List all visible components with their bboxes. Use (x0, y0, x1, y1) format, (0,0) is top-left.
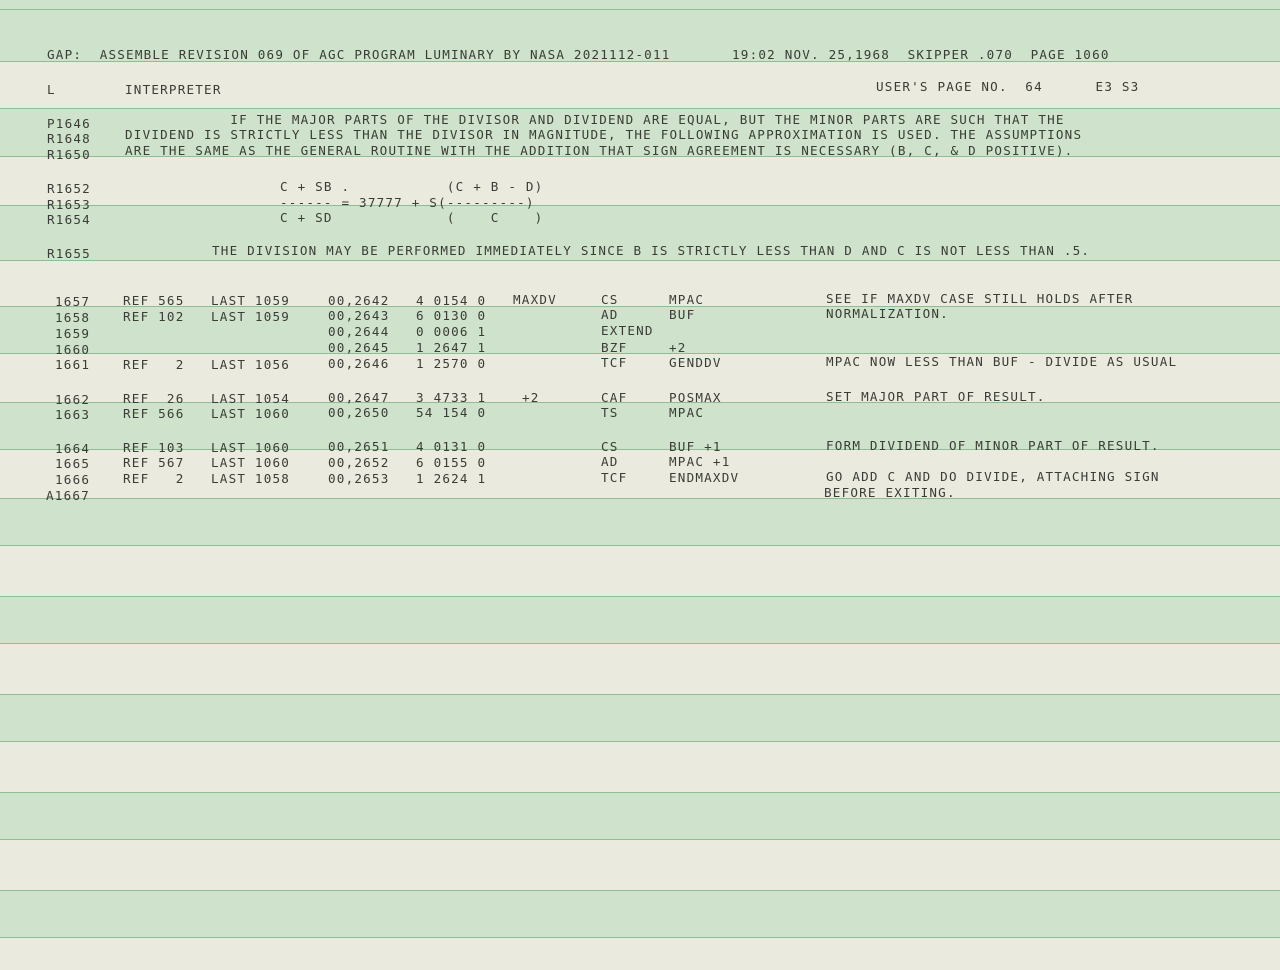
octal-word: 6 0155 0 (416, 455, 487, 470)
octal-word: 1 2624 1 (416, 471, 487, 486)
comment-line: IF THE MAJOR PARTS OF THE DIVISOR AND DIVIDEND ARE EQUAL, BUT THE MINOR PARTS ARE SUCH THAT THE (125, 112, 1065, 127)
formula-line: ------ = 37777 + S(---------) (280, 195, 535, 210)
ref-count: REF 2 (123, 357, 185, 372)
ref-count: REF 103 (123, 440, 185, 455)
rule-line (0, 545, 1280, 546)
paper-band (0, 694, 1280, 741)
rule-line (0, 596, 1280, 597)
opcode: AD (601, 307, 619, 322)
formula-line: C + SB . (C + B - D) (280, 179, 544, 194)
rule-line (0, 643, 1280, 644)
opcode: CS (601, 439, 619, 454)
ref-count: REF 26 (123, 391, 185, 406)
line-number: 1660 (55, 342, 91, 357)
line-number: 1665 (55, 456, 91, 471)
last-ref: LAST 1058 (211, 471, 291, 486)
code-comment: FORM DIVIDEND OF MINOR PART OF RESULT. (826, 438, 1160, 453)
formula-line: C + SD ( C ) (280, 210, 544, 225)
note-line: THE DIVISION MAY BE PERFORMED IMMEDIATELY SINCE B IS STRICTLY LESS THAN D AND C IS NOT LESS THAN .5. (212, 243, 1091, 258)
opcode: BZF (601, 340, 628, 355)
assembly-header: GAP: ASSEMBLE REVISION 069 OF AGC PROGRAM LUMINARY BY NASA 2021112-011 19:02 NOV. 25,1968 SKIPPER .070 PAGE 1060 (47, 47, 1110, 62)
opcode: TCF (601, 470, 628, 485)
line-number: 1663 (55, 407, 91, 422)
last-ref: LAST 1056 (211, 357, 291, 372)
card-number: P1646 (47, 116, 91, 131)
octal-word: 6 0130 0 (416, 308, 487, 323)
ref-count: REF 565 (123, 293, 185, 308)
opcode: TCF (601, 355, 628, 370)
opcode: EXTEND (601, 323, 654, 338)
operand: MPAC (669, 405, 705, 420)
octal-word: 1 2647 1 (416, 340, 487, 355)
operand: POSMAX (669, 390, 722, 405)
octal-word: 54 154 0 (416, 405, 487, 420)
code-comment: MPAC NOW LESS THAN BUF - DIVIDE AS USUAL (826, 354, 1178, 369)
code-comment: NORMALIZATION. (826, 306, 949, 321)
last-ref: LAST 1060 (211, 440, 291, 455)
address: 00,2643 (328, 308, 390, 323)
opcode: CS (601, 292, 619, 307)
address: 00,2652 (328, 455, 390, 470)
last-ref: LAST 1060 (211, 406, 291, 421)
operand: BUF (669, 307, 696, 322)
address: 00,2642 (328, 293, 390, 308)
paper-band (0, 498, 1280, 545)
card-number: R1653 (47, 197, 91, 212)
code-comment: SEE IF MAXDV CASE STILL HOLDS AFTER (826, 291, 1134, 306)
octal-word: 4 0131 0 (416, 439, 487, 454)
opcode: TS (601, 405, 619, 420)
rule-line (0, 9, 1280, 10)
card-number: R1648 (47, 131, 91, 146)
code-comment: SET MAJOR PART OF RESULT. (826, 389, 1046, 404)
operand: BUF +1 (669, 439, 722, 454)
opcode: CAF (601, 390, 628, 405)
rule-line (0, 260, 1280, 261)
code-comment: GO ADD C AND DO DIVIDE, ATTACHING SIGN (826, 469, 1160, 484)
octal-word: 1 2570 0 (416, 356, 487, 371)
comment-line: ARE THE SAME AS THE GENERAL ROUTINE WITH THE ADDITION THAT SIGN AGREEMENT IS NECESSARY (B, C, & D POSITIVE). (125, 143, 1074, 158)
log-section-title: INTERPRETER (125, 82, 222, 97)
rule-line (0, 792, 1280, 793)
line-number: 1666 (55, 472, 91, 487)
rule-line (0, 108, 1280, 109)
card-number: R1650 (47, 147, 91, 162)
operand: GENDDV (669, 355, 722, 370)
card-number: R1652 (47, 181, 91, 196)
address: 00,2645 (328, 340, 390, 355)
code-comment: BEFORE EXITING. (824, 485, 956, 500)
operand: ENDMAXDV (669, 470, 740, 485)
users-page-number: USER'S PAGE NO. 64 E3 S3 (876, 79, 1140, 94)
address: 00,2650 (328, 405, 390, 420)
line-number: 1657 (55, 294, 91, 309)
comment-line: DIVIDEND IS STRICTLY LESS THAN THE DIVISOR IN MAGNITUDE, THE FOLLOWING APPROXIMATION IS USED. THE ASSUMPTIONS (125, 127, 1083, 142)
ref-count: REF 2 (123, 471, 185, 486)
operand: +2 (669, 340, 687, 355)
rule-line (0, 306, 1280, 307)
octal-word: 0 0006 1 (416, 324, 487, 339)
line-number: 1661 (55, 357, 91, 372)
last-ref: LAST 1060 (211, 455, 291, 470)
address: 00,2651 (328, 439, 390, 454)
ref-count: REF 102 (123, 309, 185, 324)
line-number: 1662 (55, 392, 91, 407)
rule-line (0, 937, 1280, 938)
line-number: A1667 (46, 488, 90, 503)
paper-band (0, 596, 1280, 643)
octal-word: 4 0154 0 (416, 293, 487, 308)
operand: MPAC (669, 292, 705, 307)
line-number: 1659 (55, 326, 91, 341)
card-number: R1654 (47, 212, 91, 227)
address: 00,2646 (328, 356, 390, 371)
operand: MPAC +1 (669, 454, 731, 469)
rule-line (0, 205, 1280, 206)
last-ref: LAST 1054 (211, 391, 291, 406)
line-number: 1664 (55, 441, 91, 456)
rule-line (0, 890, 1280, 891)
address: 00,2647 (328, 390, 390, 405)
last-ref: LAST 1059 (211, 309, 291, 324)
rule-line (0, 741, 1280, 742)
ref-count: REF 567 (123, 455, 185, 470)
address: 00,2644 (328, 324, 390, 339)
opcode: AD (601, 454, 619, 469)
paper-band (0, 792, 1280, 839)
rule-line (0, 498, 1280, 499)
address: 00,2653 (328, 471, 390, 486)
last-ref: LAST 1059 (211, 293, 291, 308)
log-section-marker: L (47, 82, 56, 97)
octal-word: 3 4733 1 (416, 390, 487, 405)
label: MAXDV (513, 292, 557, 307)
rule-line (0, 694, 1280, 695)
rule-line (0, 839, 1280, 840)
line-number: 1658 (55, 310, 91, 325)
ref-count: REF 566 (123, 406, 185, 421)
label: +2 (522, 390, 540, 405)
paper-band (0, 890, 1280, 937)
card-number: R1655 (47, 246, 91, 261)
rule-line (0, 402, 1280, 403)
